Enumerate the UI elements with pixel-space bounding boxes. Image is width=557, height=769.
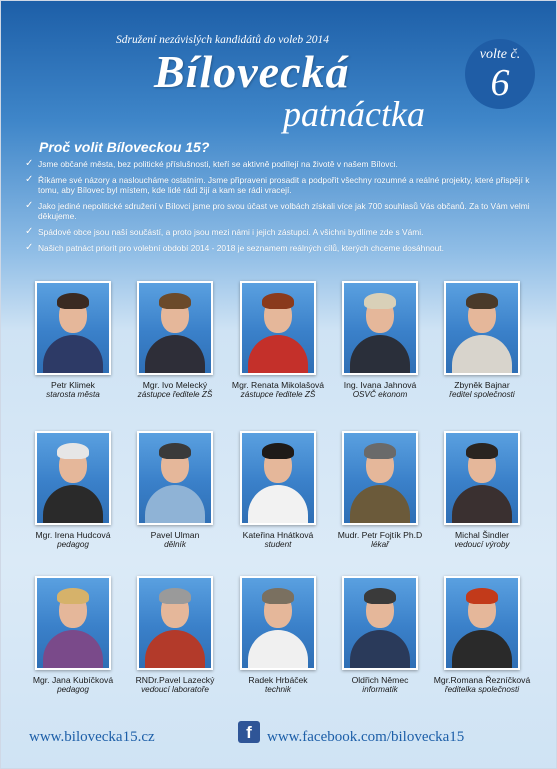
candidate-card bbox=[125, 281, 225, 400]
candidate-card bbox=[23, 281, 123, 400]
candidate-body bbox=[350, 485, 410, 525]
candidate-hair bbox=[364, 443, 396, 459]
candidate-hair bbox=[57, 588, 89, 604]
intro-bullet: ✓ Spádové obce jsou naší součástí, a proto jsou mezi námi i jejich zástupci. A všichni bydlíme zde s Vámi. bbox=[25, 226, 424, 237]
candidate-role: informatik bbox=[362, 685, 398, 694]
candidate-card bbox=[330, 431, 430, 550]
candidate-role: dělník bbox=[164, 540, 186, 549]
check-icon: ✓ bbox=[25, 200, 34, 211]
candidate-body bbox=[248, 485, 308, 525]
candidate-role: vedoucí výroby bbox=[454, 540, 510, 549]
candidate-role: technik bbox=[265, 685, 291, 694]
candidate-name: Mgr. Ivo Melecký bbox=[142, 380, 208, 390]
candidate-card bbox=[228, 281, 328, 400]
intro-bullet: ✓ Jsme občané města, bez politické příslušnosti, kteří se aktivně podílejí na životě v našem Bílovci. bbox=[25, 158, 398, 169]
candidate-role: starosta města bbox=[46, 390, 100, 399]
intro-bullet: ✓ Našich patnáct priorit pro volební období 2014 - 2018 je seznamem reálných cílů, kterých chceme dosáhnout. bbox=[25, 242, 444, 253]
candidate-hair bbox=[466, 293, 498, 309]
candidate-role: OSVČ ekonom bbox=[352, 390, 408, 399]
candidate-name: Kateřina Hnátková bbox=[242, 530, 314, 540]
intro-bullets bbox=[25, 159, 535, 259]
candidate-name: Radek Hrbáček bbox=[248, 675, 308, 685]
candidate-photo bbox=[444, 281, 520, 375]
candidate-role: ředitel společnosti bbox=[449, 390, 515, 399]
candidate-body bbox=[43, 485, 103, 525]
candidate-hair bbox=[159, 588, 191, 604]
candidate-photo bbox=[137, 281, 213, 375]
candidate-hair bbox=[57, 293, 89, 309]
candidate-name: Michal Šindler bbox=[455, 530, 509, 540]
candidate-card bbox=[23, 576, 123, 695]
website-link[interactable]: www.bilovecka15.cz bbox=[29, 729, 155, 745]
candidate-card bbox=[330, 281, 430, 400]
candidate-hair bbox=[159, 293, 191, 309]
candidate-name: Mgr.Romana Řezníčková bbox=[433, 675, 531, 685]
candidate-card bbox=[432, 281, 532, 400]
candidate-name: Mgr. Renata Mikolašová bbox=[231, 380, 325, 390]
candidate-body bbox=[350, 335, 410, 375]
intro-bullet: ✓ Jako jediné nepolitické sdružení v Bílovci jsme pro svou účast ve volbách získali více jak 700 souhlasů Vás občanů. Za to Vám velmi děkujeme. bbox=[25, 200, 530, 221]
candidate-body bbox=[350, 630, 410, 670]
candidate-photo bbox=[35, 281, 111, 375]
candidate-card bbox=[23, 431, 123, 550]
candidate-hair bbox=[262, 588, 294, 604]
candidate-photo bbox=[444, 431, 520, 525]
candidate-photo bbox=[35, 576, 111, 670]
candidate-card bbox=[432, 431, 532, 550]
candidate-body bbox=[145, 485, 205, 525]
candidate-photo bbox=[35, 431, 111, 525]
logo-subtitle: patnáctka bbox=[283, 94, 425, 134]
candidate-body bbox=[248, 335, 308, 375]
facebook-icon[interactable]: f bbox=[238, 721, 260, 743]
candidate-card bbox=[228, 431, 328, 550]
candidate-name: RNDr.Pavel Lazecký bbox=[135, 675, 215, 685]
candidate-photo bbox=[137, 431, 213, 525]
candidate-card bbox=[228, 576, 328, 695]
candidate-name: Mudr. Petr Fojtík Ph.D bbox=[337, 530, 423, 540]
candidate-photo bbox=[342, 281, 418, 375]
candidate-body bbox=[248, 630, 308, 670]
intro-question: Proč volit Bíloveckou 15? bbox=[39, 139, 210, 155]
candidate-role: vedoucí laboratoře bbox=[141, 685, 209, 694]
candidate-body bbox=[452, 485, 512, 525]
candidate-name: Ing. Ivana Jahnová bbox=[343, 380, 417, 390]
vote-number: 6 bbox=[490, 62, 510, 104]
candidate-hair bbox=[364, 588, 396, 604]
candidate-role: pedagog bbox=[57, 685, 89, 694]
candidate-hair bbox=[466, 443, 498, 459]
check-icon: ✓ bbox=[25, 174, 34, 185]
candidate-name: Oldřich Němec bbox=[351, 675, 409, 685]
candidate-body bbox=[145, 630, 205, 670]
candidate-card bbox=[125, 431, 225, 550]
candidate-hair bbox=[262, 293, 294, 309]
candidate-role: lékař bbox=[371, 540, 389, 549]
candidate-name: Mgr. Irena Hudcová bbox=[35, 530, 111, 540]
candidate-role: pedagog bbox=[57, 540, 89, 549]
candidate-name: Zbyněk Bajnar bbox=[454, 380, 510, 390]
candidate-hair bbox=[57, 443, 89, 459]
candidate-body bbox=[43, 335, 103, 375]
candidate-role: zástupce ředitele ZŠ bbox=[137, 390, 213, 399]
candidate-hair bbox=[466, 588, 498, 604]
check-icon: ✓ bbox=[25, 158, 34, 169]
check-icon: ✓ bbox=[25, 242, 34, 253]
vote-label: volte č. bbox=[479, 47, 521, 62]
candidate-hair bbox=[159, 443, 191, 459]
candidate-body bbox=[452, 630, 512, 670]
logo-title: Bílovecká bbox=[154, 46, 350, 97]
candidate-role: student bbox=[264, 540, 292, 549]
check-icon: ✓ bbox=[25, 226, 34, 237]
candidate-body bbox=[452, 335, 512, 375]
candidate-photo bbox=[240, 576, 316, 670]
candidate-role: zástupce ředitele ZŠ bbox=[240, 390, 316, 399]
candidate-card bbox=[330, 576, 430, 695]
candidate-name: Pavel Ulman bbox=[150, 530, 200, 540]
candidate-photo bbox=[342, 576, 418, 670]
candidate-photo bbox=[444, 576, 520, 670]
facebook-link[interactable]: www.facebook.com/bilovecka15 bbox=[267, 729, 465, 745]
candidate-body bbox=[43, 630, 103, 670]
candidate-body bbox=[145, 335, 205, 375]
vote-badge bbox=[465, 39, 535, 109]
candidate-name: Petr Klimek bbox=[51, 380, 95, 390]
candidate-photo bbox=[240, 281, 316, 375]
candidate-role: ředitelka společnosti bbox=[444, 685, 520, 694]
candidate-card bbox=[125, 576, 225, 695]
candidate-card bbox=[432, 576, 532, 695]
candidate-photo bbox=[240, 431, 316, 525]
candidate-hair bbox=[262, 443, 294, 459]
intro-bullet: ✓ Říkáme své názory a nasloucháme ostatním. Jsme připraveni prosadit a podpořit všechny rozumné a reálné projekty, které přispějí k tomu, aby Bílovec byl místem, kde lidé rádi žijí a kam se rádi vracejí. bbox=[25, 174, 530, 195]
candidate-name: Mgr. Jana Kubíčková bbox=[32, 675, 114, 685]
candidate-photo bbox=[342, 431, 418, 525]
candidate-hair bbox=[364, 293, 396, 309]
subtitle: Sdružení nezávislých kandidátů do voleb 2014 bbox=[116, 34, 330, 46]
candidate-photo bbox=[137, 576, 213, 670]
